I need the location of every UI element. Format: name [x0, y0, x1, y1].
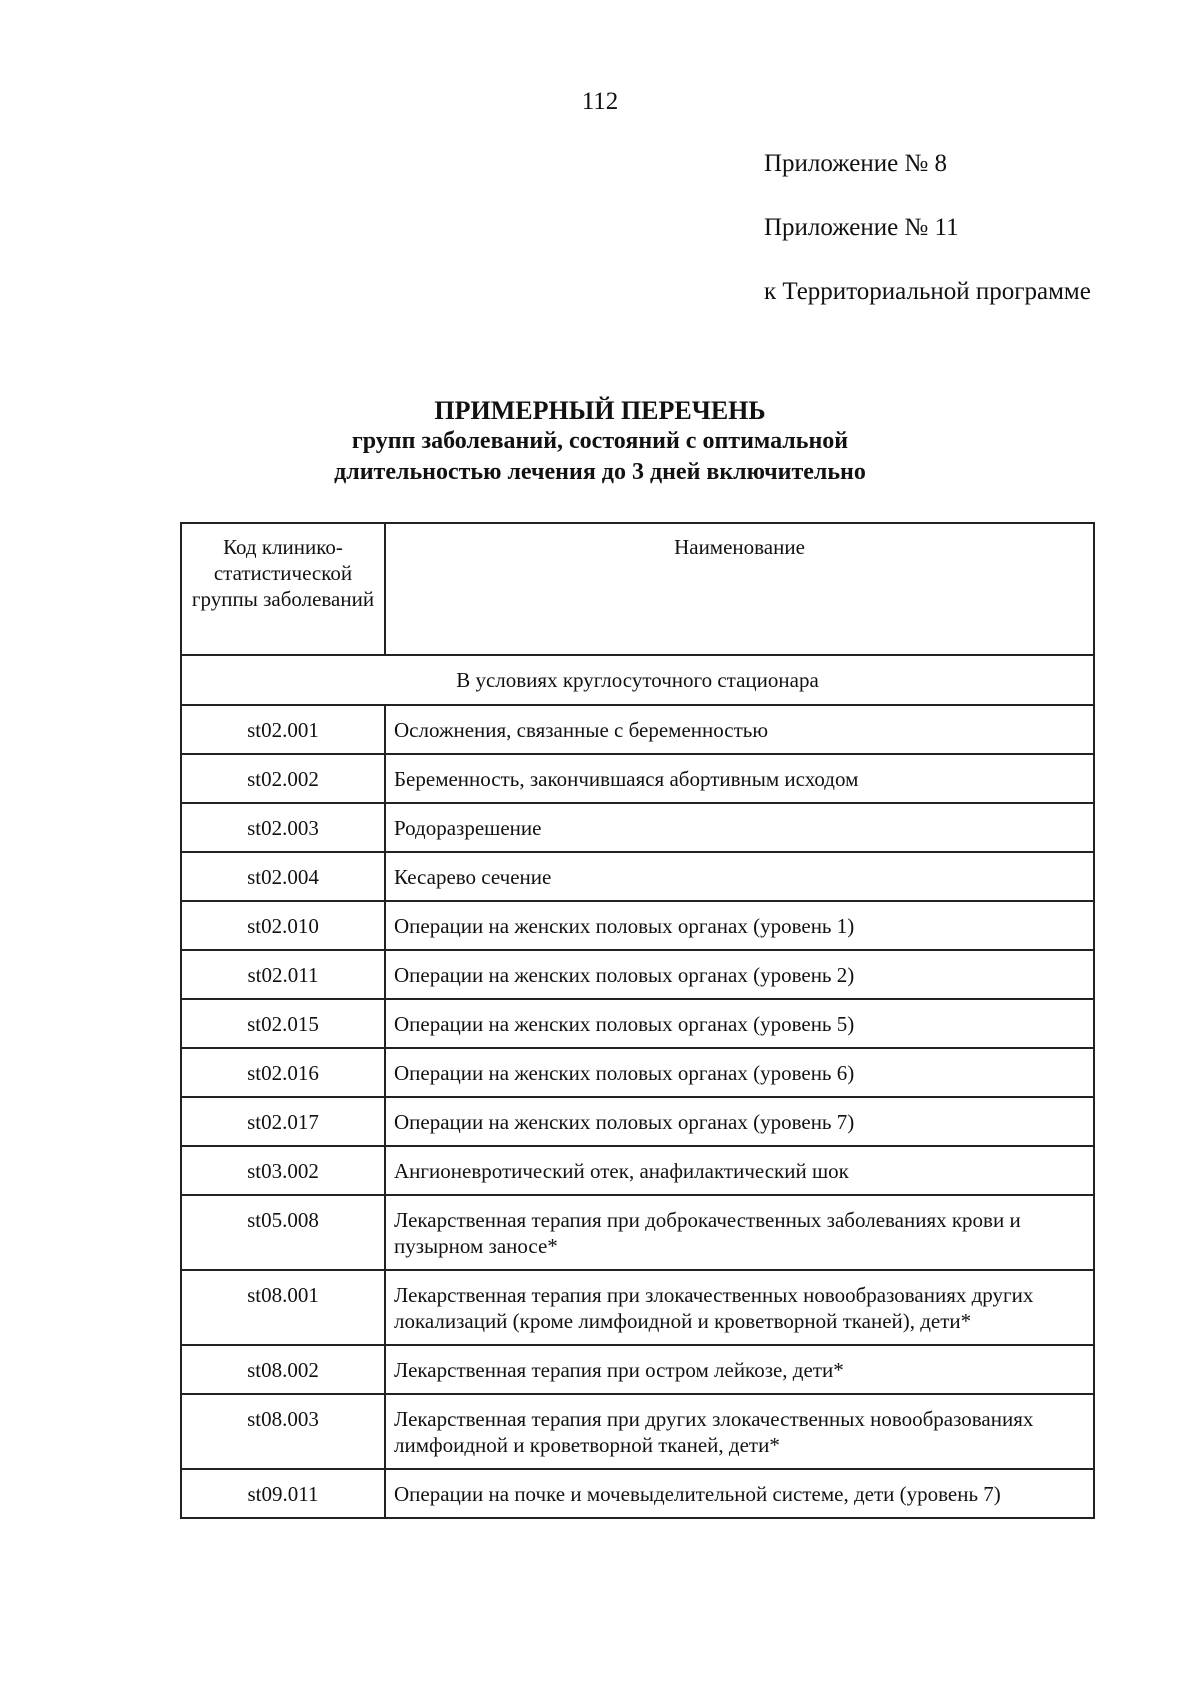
section-label: В условиях круглосуточного стационара — [181, 655, 1094, 705]
table-header-row — [181, 523, 1094, 655]
row-code: st02.010 — [181, 901, 385, 950]
row-name: Лекарственная терапия при доброкачественных заболеваниях крови и пузырном заносе* — [385, 1195, 1094, 1270]
table-row — [181, 754, 1094, 803]
row-code: st08.001 — [181, 1270, 385, 1345]
annex-line-3: к Территориальной программе — [764, 278, 1091, 305]
row-name: Операции на женских половых органах (уровень 2) — [385, 950, 1094, 999]
table-row — [181, 1270, 1094, 1345]
annex-line-1: Приложение № 8 — [764, 150, 948, 177]
row-name: Беременность, закончившаяся абортивным исходом — [385, 754, 1094, 803]
table-row — [181, 1345, 1094, 1394]
title-line-3: длительностью лечения до 3 дней включительно — [334, 459, 866, 485]
row-code: st02.016 — [181, 1048, 385, 1097]
row-name: Лекарственная терапия при других злокачественных новообразованиях лимфоидной и кроветворной тканей, дети* — [385, 1394, 1094, 1469]
row-name: Операции на женских половых органах (уровень 6) — [385, 1048, 1094, 1097]
table-row — [181, 1146, 1094, 1195]
table-row — [181, 1097, 1094, 1146]
row-name: Осложнения, связанные с беременностью — [385, 705, 1094, 754]
row-name: Родоразрешение — [385, 803, 1094, 852]
disease-groups-table — [180, 522, 1095, 1519]
row-code: st02.004 — [181, 852, 385, 901]
row-code: st09.011 — [181, 1469, 385, 1518]
table-row — [181, 1195, 1094, 1270]
table-row — [181, 901, 1094, 950]
table-row — [181, 852, 1094, 901]
row-code: st08.002 — [181, 1345, 385, 1394]
table-row — [181, 1394, 1094, 1469]
row-code: st02.001 — [181, 705, 385, 754]
table-row — [181, 1048, 1094, 1097]
row-name: Операции на женских половых органах (уровень 1) — [385, 901, 1094, 950]
row-code: st03.002 — [181, 1146, 385, 1195]
row-name: Операции на женских половых органах (уровень 5) — [385, 999, 1094, 1048]
table-row — [181, 803, 1094, 852]
row-code: st02.015 — [181, 999, 385, 1048]
row-code: st02.002 — [181, 754, 385, 803]
table-body — [181, 655, 1094, 1518]
row-code: st02.003 — [181, 803, 385, 852]
table-row — [181, 999, 1094, 1048]
page-number: 112 — [581, 88, 619, 115]
section-row — [181, 655, 1094, 705]
header-code: Код клинико-статистической группы заболеваний — [181, 523, 385, 655]
table-row — [181, 950, 1094, 999]
row-name: Ангионевротический отек, анафилактический шок — [385, 1146, 1094, 1195]
row-code: st02.017 — [181, 1097, 385, 1146]
row-code: st02.011 — [181, 950, 385, 999]
row-name: Операции на женских половых органах (уровень 7) — [385, 1097, 1094, 1146]
document-title — [0, 395, 1200, 488]
header-name: Наименование — [385, 523, 1094, 655]
row-code: st05.008 — [181, 1195, 385, 1270]
title-line-1: ПРИМЕРНЫЙ ПЕРЕЧЕНЬ — [434, 396, 766, 425]
row-name: Кесарево сечение — [385, 852, 1094, 901]
row-name: Лекарственная терапия при злокачественных новообразованиях других локализаций (кроме лимфоидной и кроветворной тканей), дети* — [385, 1270, 1094, 1345]
annex-line-2: Приложение № 11 — [764, 214, 959, 241]
table-row — [181, 705, 1094, 754]
table-row — [181, 1469, 1094, 1518]
title-line-2: групп заболеваний, состояний с оптимальной — [351, 428, 849, 454]
row-name: Лекарственная терапия при остром лейкозе, дети* — [385, 1345, 1094, 1394]
row-code: st08.003 — [181, 1394, 385, 1469]
row-name: Операции на почке и мочевыделительной системе, дети (уровень 7) — [385, 1469, 1094, 1518]
